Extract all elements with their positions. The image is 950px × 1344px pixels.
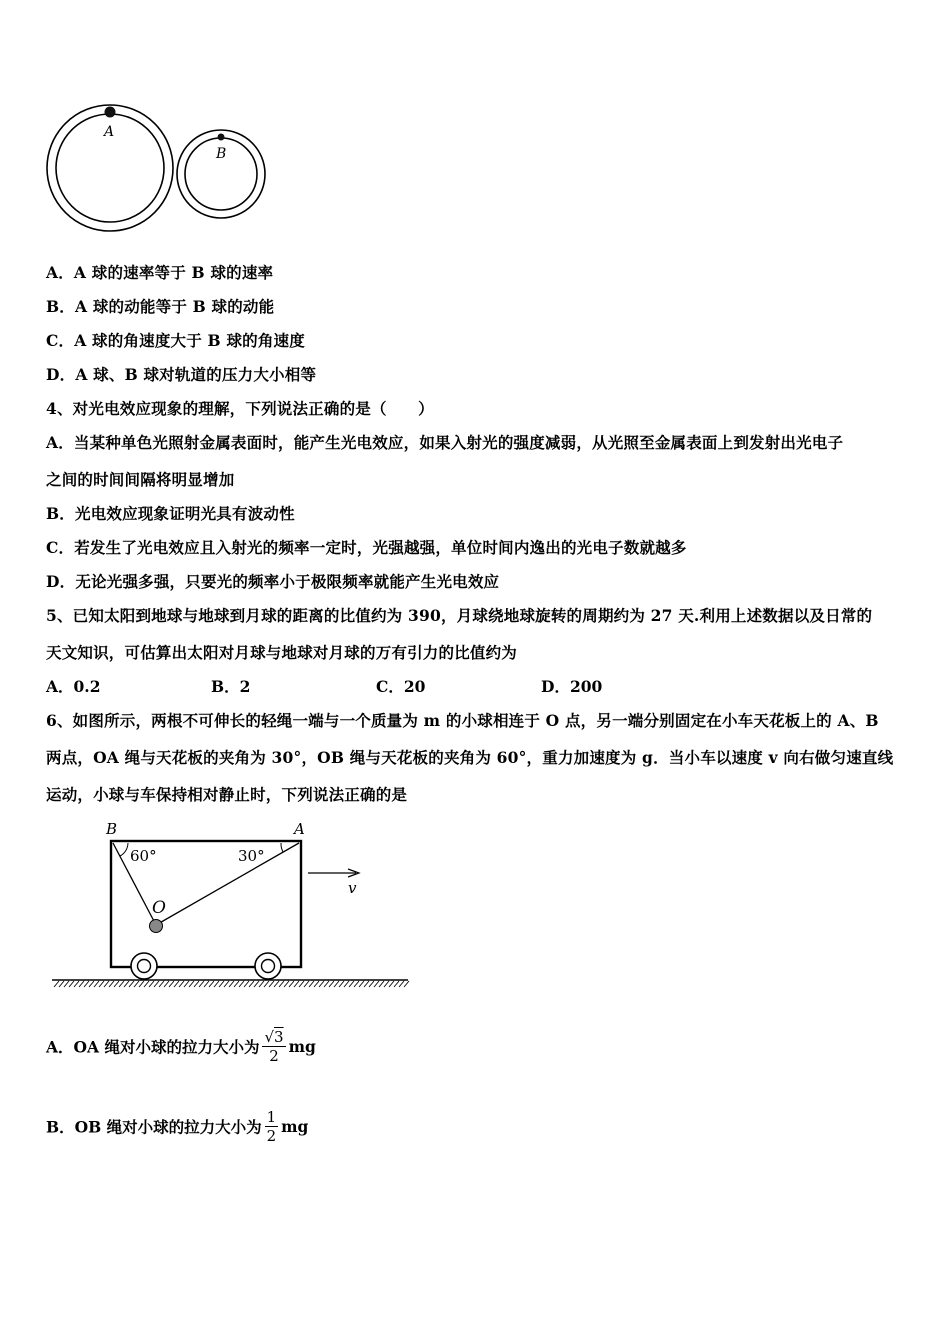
ball-b xyxy=(218,134,225,141)
q6-stem-line3: 运动，小球与车保持相对静止时，下列说法正确的是 xyxy=(46,785,408,804)
q6-stem-line1: 6、如图所示，两根不可伸长的轻绳一端与一个质量为 m 的小球相连于 O 点，另一端分别固定在小车天花板上的 A、B xyxy=(46,711,879,730)
frac-num: 3 xyxy=(274,1028,284,1046)
q6-option-a-prefix: A．OA 绳对小球的拉力大小为 xyxy=(46,1037,260,1057)
q5-option-a: A．0.2 xyxy=(46,677,101,696)
q3-option-b: B．A 球的动能等于 B 球的动能 xyxy=(46,297,275,316)
q6-stem-line2: 两点，OA 绳与天花板的夹角为 30°，OB 绳与天花板的夹角为 60°，重力加速度为 g．当小车以速度 v 向右做匀速直线 xyxy=(46,748,894,767)
rope-oa xyxy=(156,843,299,925)
label-b: B xyxy=(106,820,118,838)
angle-label-60: 60° xyxy=(130,847,157,865)
angle-arc-a xyxy=(281,843,283,852)
ground-hatching xyxy=(54,981,409,987)
q4-option-d: D．无论光强多强，只要光的频率小于极限频率就能产生光电效应 xyxy=(46,572,500,591)
label-b: B xyxy=(216,146,227,162)
track-b-outer xyxy=(177,130,265,218)
q3-option-d: D．A 球、B 球对轨道的压力大小相等 xyxy=(46,365,317,384)
q5-option-b: B．2 xyxy=(211,677,251,696)
q5-option-d: D．200 xyxy=(541,677,603,696)
angle-arc-b xyxy=(120,843,128,856)
q4-option-a-line2: 之间的时间间隔将明显增加 xyxy=(46,470,235,489)
angle-label-30: 30° xyxy=(238,847,265,865)
label-a: A xyxy=(104,124,115,140)
q4-option-a-line1: A．当某种单色光照射金属表面时，能产生光电效应，如果入射光的强度减弱，从光照至金属表面上到发射出光电子 xyxy=(46,433,844,452)
q6-option-b-prefix: B．OB 绳对小球的拉力大小为 xyxy=(46,1117,262,1137)
fraction-1-over-2 xyxy=(265,1108,279,1145)
q6-option-a-suffix: mg xyxy=(288,1037,316,1056)
circular-tracks-figure xyxy=(40,100,280,235)
q3-option-a: A．A 球的速率等于 B 球的速率 xyxy=(46,263,274,282)
q4-stem: 4、对光电效应现象的理解，下列说法正确的是（ ） xyxy=(46,399,434,418)
sqrt-symbol-icon: √ xyxy=(264,1028,275,1046)
label-o: O xyxy=(152,898,166,918)
q6-option-b-suffix: mg xyxy=(281,1117,309,1136)
q5-option-c: C．20 xyxy=(376,677,426,696)
wheel-right xyxy=(255,953,281,979)
ball-a xyxy=(105,107,116,118)
label-a: A xyxy=(294,820,305,838)
frac-num: 1 xyxy=(266,1108,277,1126)
label-v: v xyxy=(348,879,357,897)
frac-den: 2 xyxy=(262,1046,285,1065)
q5-stem-line2: 天文知识，可估算出太阳对月球与地球对月球的万有引力的比值约为 xyxy=(46,643,518,662)
q6-option-a xyxy=(46,1028,316,1065)
cart-figure xyxy=(46,815,416,995)
q4-option-b: B．光电效应现象证明光具有波动性 xyxy=(46,504,295,523)
q4-option-c: C．若发生了光电效应且入射光的频率一定时，光强越强，单位时间内逸出的光电子数就越多 xyxy=(46,538,687,557)
q3-option-c: C．A 球的角速度大于 B 球的角速度 xyxy=(46,331,305,350)
ball-o xyxy=(150,920,163,933)
frac-den: 2 xyxy=(266,1127,277,1145)
q5-stem-line1: 5、已知太阳到地球与地球到月球的距离的比值约为 390，月球绕地球旋转的周期约为 27 天.利用上述数据以及日常的 xyxy=(46,606,873,625)
wheel-left xyxy=(131,953,157,979)
fraction-sqrt3-over-2 xyxy=(262,1028,285,1065)
q6-option-b xyxy=(46,1108,308,1145)
